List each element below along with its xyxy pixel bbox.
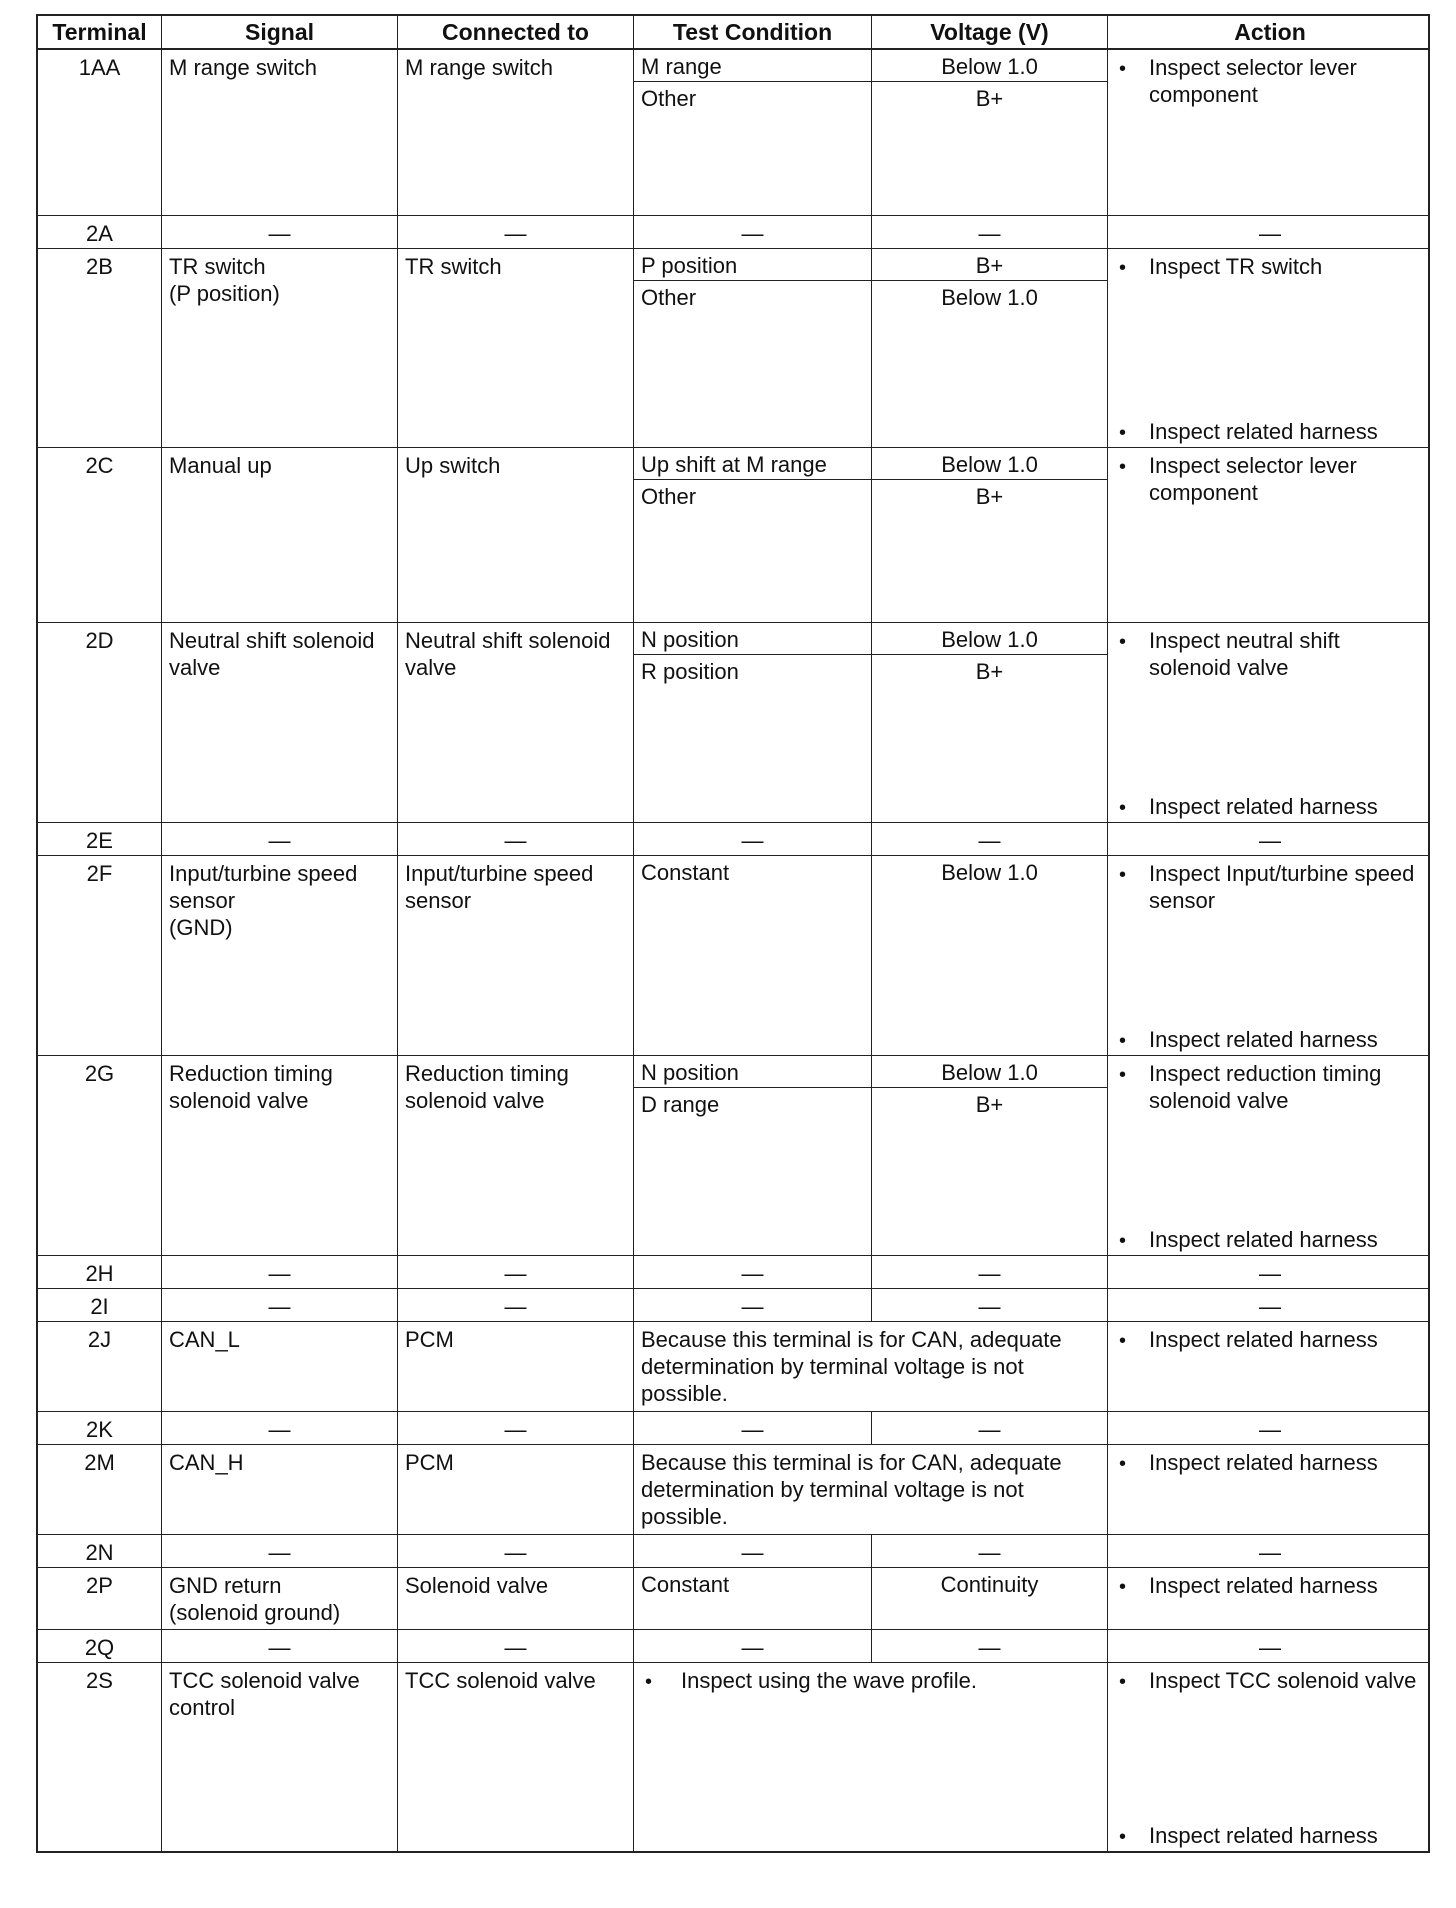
action-cell bbox=[1108, 448, 1432, 622]
bullet-dot bbox=[1119, 1026, 1149, 1055]
dash-cell: — bbox=[162, 216, 398, 248]
dash-cell: — bbox=[872, 1289, 1108, 1321]
connected-to-cell: Input/turbine speed sensor bbox=[398, 856, 634, 1055]
signal-cell: CAN_H bbox=[162, 1445, 398, 1534]
action-text: Inspect selector lever component bbox=[1149, 55, 1357, 107]
action-item bbox=[1115, 1026, 1425, 1055]
dash-cell: — bbox=[872, 1412, 1108, 1444]
connected-to-cell: M range switch bbox=[398, 50, 634, 215]
terminal-cell: 2K bbox=[38, 1412, 162, 1444]
voltage-cell bbox=[872, 1568, 1108, 1629]
bullet-dot bbox=[1119, 1822, 1149, 1851]
table-row bbox=[36, 1445, 1430, 1535]
dash-cell: — bbox=[398, 1289, 634, 1321]
signal-cell: Manual up bbox=[162, 448, 398, 622]
signal-cell: CAN_L bbox=[162, 1322, 398, 1411]
terminal-cell: 2N bbox=[38, 1535, 162, 1567]
dash-cell: — bbox=[162, 1412, 398, 1444]
action-cell bbox=[1108, 50, 1432, 215]
action-text: Inspect related harness bbox=[1149, 1573, 1378, 1598]
action-text: Inspect related harness bbox=[1149, 419, 1378, 444]
signal-cell: Reduction timing solenoid valve bbox=[162, 1056, 398, 1255]
terminal-cell: 2H bbox=[38, 1256, 162, 1288]
action-item bbox=[1115, 1449, 1425, 1478]
table-row bbox=[36, 1289, 1430, 1322]
action-text: Inspect related harness bbox=[1149, 1450, 1378, 1475]
action-cell bbox=[1108, 249, 1432, 447]
dash-cell: — bbox=[162, 1289, 398, 1321]
action-cell bbox=[1108, 623, 1432, 822]
action-text: Inspect selector lever component bbox=[1149, 453, 1357, 505]
action-text: Inspect reduction timing solenoid valve bbox=[1149, 1061, 1382, 1113]
bullet-dot bbox=[1119, 253, 1149, 282]
terminal-cell: 1AA bbox=[38, 50, 162, 215]
terminal-cell: 2B bbox=[38, 249, 162, 447]
terminal-cell: 2M bbox=[38, 1445, 162, 1534]
connected-to-cell: Reduction timing solenoid valve bbox=[398, 1056, 634, 1255]
voltage-item: Below 1.0 bbox=[872, 623, 1107, 655]
table-row bbox=[36, 1256, 1430, 1289]
test-condition-cell bbox=[634, 448, 872, 622]
action-text: Inspect related harness bbox=[1149, 794, 1378, 819]
dash-cell: — bbox=[634, 1535, 872, 1567]
table-row bbox=[36, 1056, 1430, 1256]
dash-cell: — bbox=[634, 1630, 872, 1662]
voltage-item: Below 1.0 bbox=[872, 1056, 1107, 1088]
terminal-cell: 2P bbox=[38, 1568, 162, 1629]
action-cell bbox=[1108, 1568, 1432, 1629]
action-text: Inspect neutral shift solenoid valve bbox=[1149, 628, 1340, 680]
voltage-cell bbox=[872, 623, 1108, 822]
dash-cell: — bbox=[872, 1256, 1108, 1288]
table-row bbox=[36, 249, 1430, 448]
action-item bbox=[1115, 1226, 1425, 1255]
dash-cell: — bbox=[398, 216, 634, 248]
dash-cell: — bbox=[1259, 1261, 1281, 1286]
condition-item: Up shift at M range bbox=[634, 448, 871, 480]
action-item bbox=[1115, 1822, 1425, 1851]
table-row bbox=[36, 1322, 1430, 1412]
action-item bbox=[1115, 627, 1425, 681]
header-action: Action bbox=[1234, 19, 1306, 45]
connected-to-cell: TR switch bbox=[398, 249, 634, 447]
dash-cell: — bbox=[634, 216, 872, 248]
terminal-cell: 2I bbox=[38, 1289, 162, 1321]
dash-cell: — bbox=[162, 1256, 398, 1288]
terminal-cell: 2S bbox=[38, 1663, 162, 1851]
dash-cell: — bbox=[162, 1630, 398, 1662]
terminal-cell: 2G bbox=[38, 1056, 162, 1255]
connected-to-cell: TCC solenoid valve bbox=[398, 1663, 634, 1851]
action-item bbox=[1115, 1572, 1425, 1601]
table-row bbox=[36, 50, 1430, 216]
bullet-dot bbox=[1119, 418, 1149, 447]
table-row bbox=[36, 216, 1430, 249]
dash-cell: — bbox=[162, 823, 398, 855]
action-item bbox=[1115, 54, 1425, 108]
test-condition-cell bbox=[634, 856, 872, 1055]
wave-profile-note-cell bbox=[634, 1663, 1108, 1851]
table-row bbox=[36, 448, 1430, 623]
condition-item: D range bbox=[641, 1092, 720, 1117]
dash-cell: — bbox=[634, 1256, 872, 1288]
dash-cell: — bbox=[872, 823, 1108, 855]
connected-to-cell: Neutral shift solenoid valve bbox=[398, 623, 634, 822]
can-note-cell: Because this terminal is for CAN, adequate determination by terminal voltage is not possible. bbox=[634, 1322, 1108, 1411]
action-item bbox=[1115, 1667, 1425, 1696]
voltage-cell bbox=[872, 1056, 1108, 1255]
action-item bbox=[1115, 418, 1425, 447]
terminal-cell: 2F bbox=[38, 856, 162, 1055]
voltage-cell bbox=[872, 50, 1108, 215]
condition-item: P position bbox=[634, 249, 871, 281]
connected-to-cell: Solenoid valve bbox=[398, 1568, 634, 1629]
condition-item: N position bbox=[634, 623, 871, 655]
condition-item: Other bbox=[641, 285, 697, 310]
header-test-condition: Test Condition bbox=[634, 16, 872, 48]
test-condition-cell bbox=[634, 623, 872, 822]
action-text: Inspect Input/turbine speed sensor bbox=[1149, 861, 1415, 913]
table-row bbox=[36, 1412, 1430, 1445]
table-row bbox=[36, 1568, 1430, 1630]
voltage-item: Below 1.0 bbox=[872, 448, 1107, 480]
header-voltage: Voltage (V) bbox=[872, 16, 1108, 48]
voltage-cell bbox=[872, 448, 1108, 622]
dash-cell: — bbox=[398, 1256, 634, 1288]
condition-item: Constant bbox=[641, 1572, 730, 1597]
dash-cell: — bbox=[1259, 1635, 1281, 1660]
condition-item: Constant bbox=[641, 860, 730, 885]
signal-cell: Neutral shift solenoid valve bbox=[162, 623, 398, 822]
test-condition-cell bbox=[634, 1568, 872, 1629]
action-text: Inspect related harness bbox=[1149, 1227, 1378, 1252]
can-note-cell: Because this terminal is for CAN, adequate determination by terminal voltage is not possible. bbox=[634, 1445, 1108, 1534]
dash-cell: — bbox=[398, 1412, 634, 1444]
terminal-cell: 2J bbox=[38, 1322, 162, 1411]
action-item bbox=[1115, 1326, 1425, 1355]
dash-cell: — bbox=[1259, 1417, 1281, 1442]
connected-to-cell: Up switch bbox=[398, 448, 634, 622]
table-row bbox=[36, 1663, 1430, 1853]
dash-cell: — bbox=[1259, 828, 1281, 853]
voltage-item: Continuity bbox=[940, 1572, 1039, 1597]
terminal-cell: 2E bbox=[38, 823, 162, 855]
voltage-cell bbox=[872, 249, 1108, 447]
bullet-dot bbox=[1119, 54, 1149, 108]
voltage-item: Below 1.0 bbox=[872, 50, 1107, 82]
dash-cell: — bbox=[872, 1535, 1108, 1567]
bullet-dot bbox=[1119, 860, 1149, 914]
terminal-cell: 2D bbox=[38, 623, 162, 822]
dash-cell: — bbox=[398, 1630, 634, 1662]
header-signal: Signal bbox=[162, 16, 398, 48]
condition-item: Other bbox=[641, 484, 697, 509]
voltage-item: B+ bbox=[872, 249, 1107, 281]
signal-cell: TR switch (P position) bbox=[162, 249, 398, 447]
dash-cell: — bbox=[872, 1630, 1108, 1662]
dash-cell: — bbox=[634, 1289, 872, 1321]
dash-cell: — bbox=[1259, 1540, 1281, 1565]
action-text: Inspect TR switch bbox=[1149, 254, 1323, 279]
dash-cell: — bbox=[634, 823, 872, 855]
terminal-cell: 2A bbox=[38, 216, 162, 248]
dash-cell: — bbox=[398, 823, 634, 855]
dash-cell: — bbox=[1259, 1294, 1281, 1319]
action-cell bbox=[1108, 1056, 1432, 1255]
action-text: Inspect related harness bbox=[1149, 1327, 1378, 1352]
bullet-dot bbox=[1119, 793, 1149, 822]
table-row bbox=[36, 623, 1430, 823]
signal-cell: GND return (solenoid ground) bbox=[162, 1568, 398, 1629]
terminal-cell: 2C bbox=[38, 448, 162, 622]
voltage-item: B+ bbox=[975, 86, 1004, 111]
action-cell bbox=[1108, 1322, 1432, 1411]
signal-cell: TCC solenoid valve control bbox=[162, 1663, 398, 1851]
dash-cell: — bbox=[162, 1535, 398, 1567]
table-row bbox=[36, 1535, 1430, 1568]
voltage-item: B+ bbox=[975, 484, 1004, 509]
header-terminal: Terminal bbox=[38, 16, 162, 48]
note-text: Inspect using the wave profile. bbox=[681, 1668, 977, 1693]
voltage-cell bbox=[872, 856, 1108, 1055]
voltage-item: Below 1.0 bbox=[941, 285, 1038, 310]
connected-to-cell: PCM bbox=[398, 1322, 634, 1411]
action-text: Inspect related harness bbox=[1149, 1027, 1378, 1052]
voltage-item: Below 1.0 bbox=[941, 860, 1038, 885]
action-item bbox=[1115, 793, 1425, 822]
terminal-cell: 2Q bbox=[38, 1630, 162, 1662]
condition-item: N position bbox=[634, 1056, 871, 1088]
note-bullet bbox=[641, 1667, 1100, 1696]
table-row bbox=[36, 1630, 1430, 1663]
action-item bbox=[1115, 860, 1425, 914]
dash-cell: — bbox=[872, 216, 1108, 248]
bullet-dot bbox=[1119, 1326, 1149, 1355]
table-row bbox=[36, 823, 1430, 856]
action-cell bbox=[1108, 856, 1432, 1055]
terminal-voltage-table bbox=[36, 14, 1430, 1853]
bullet-dot bbox=[1119, 1572, 1149, 1601]
voltage-item: B+ bbox=[975, 1092, 1004, 1117]
condition-item: M range bbox=[634, 50, 871, 82]
dash-cell: — bbox=[398, 1535, 634, 1567]
bullet-dot bbox=[1119, 1226, 1149, 1255]
voltage-item: B+ bbox=[975, 659, 1004, 684]
action-text: Inspect TCC solenoid valve bbox=[1149, 1668, 1417, 1693]
action-cell bbox=[1108, 1663, 1432, 1851]
signal-cell: M range switch bbox=[162, 50, 398, 215]
dash-cell: — bbox=[634, 1412, 872, 1444]
condition-item: R position bbox=[641, 659, 739, 684]
bullet-dot bbox=[1119, 1449, 1149, 1478]
bullet-dot bbox=[1119, 452, 1149, 506]
dash-cell: — bbox=[1259, 221, 1281, 246]
test-condition-cell bbox=[634, 50, 872, 215]
action-item bbox=[1115, 253, 1425, 282]
bullet-dot bbox=[1119, 1060, 1149, 1114]
action-item bbox=[1115, 1060, 1425, 1114]
action-text: Inspect related harness bbox=[1149, 1823, 1378, 1848]
test-condition-cell bbox=[634, 249, 872, 447]
action-item bbox=[1115, 452, 1425, 506]
header-connected-to: Connected to bbox=[398, 16, 634, 48]
table-row bbox=[36, 856, 1430, 1056]
connected-to-cell: PCM bbox=[398, 1445, 634, 1534]
bullet-dot bbox=[1119, 1667, 1149, 1696]
test-condition-cell bbox=[634, 1056, 872, 1255]
signal-cell: Input/turbine speed sensor (GND) bbox=[162, 856, 398, 1055]
table-header bbox=[36, 14, 1430, 50]
bullet-dot bbox=[1119, 627, 1149, 681]
condition-item: Other bbox=[641, 86, 697, 111]
bullet-dot bbox=[645, 1667, 681, 1696]
action-cell bbox=[1108, 1445, 1432, 1534]
